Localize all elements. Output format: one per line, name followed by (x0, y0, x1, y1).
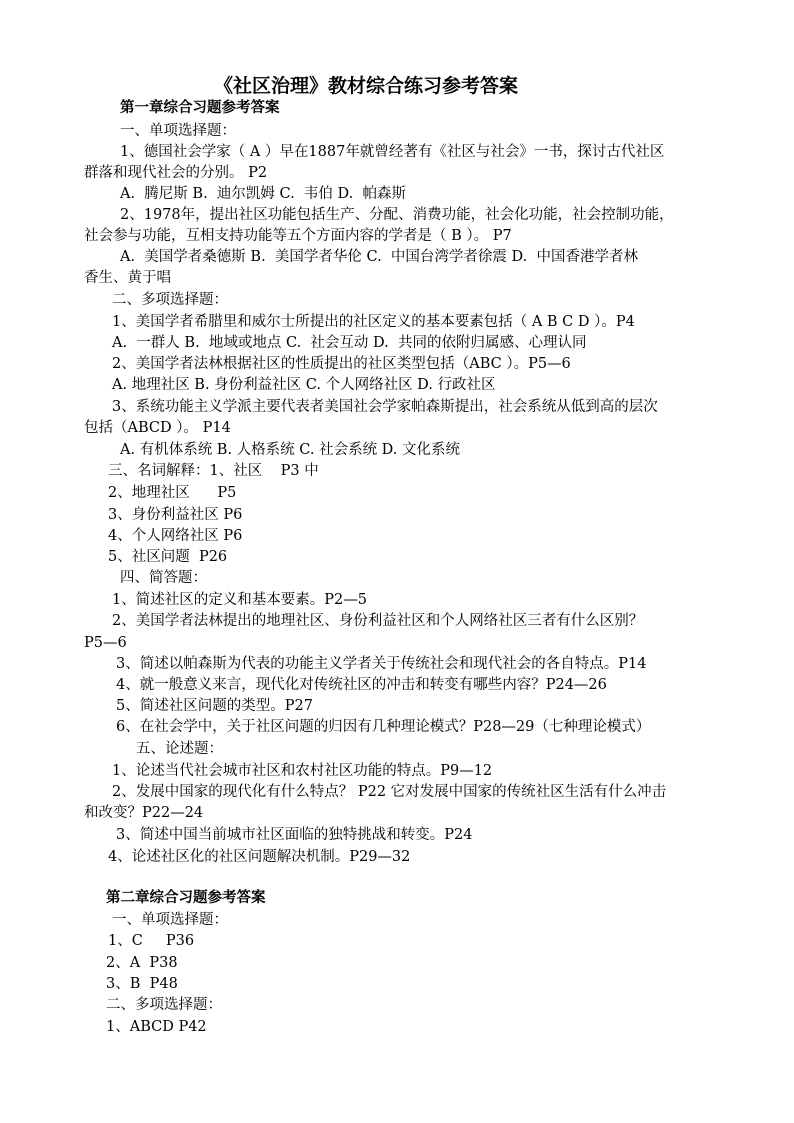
answer-options: A. 地理社区 B. 身份利益社区 C. 个人网络社区 D. 行政社区 (112, 377, 496, 393)
answer-item: 2、A P38 (106, 955, 178, 971)
section-heading: 三、名词解释：1、社区 P3 中 (108, 463, 319, 479)
question-text: 2、美国学者法林提出的地理社区、身份利益社区和个人网络社区三者有什么区别？ (112, 613, 644, 629)
term-item: 4、个人网络社区 P6 (108, 528, 243, 544)
answer-item: 1、C P36 (108, 933, 195, 949)
answer-options: A. 腾尼斯 B. 迪尔凯姆 C. 韦伯 D. 帕森斯 (120, 186, 406, 202)
question-text: 1、论述当代社会城市社区和农村社区功能的特点。P9—12 (112, 763, 493, 779)
question-text: 和改变？P22—24 (84, 805, 204, 821)
question-text: 2、发展中国家的现代化有什么特点？ P22 它对发展中国家的传统社区生活有什么冲击 (112, 784, 667, 800)
section-heading: 五、论述题： (136, 741, 223, 757)
question-text: 包括（ABCD ）。 P14 (84, 420, 231, 436)
term-item: 5、社区问题 P26 (108, 549, 228, 565)
answer-options: A. 美国学者桑德斯 B. 美国学者华伦 C. 中国台湾学者徐震 D. 中国香港学者林 (120, 249, 638, 265)
question-text: 社会参与功能，互相支持功能等五个方面内容的学者是（ B ）。 P7 (84, 228, 512, 244)
chapter-heading: 第一章综合习题参考答案 (120, 99, 280, 116)
question-text: 群落和现代社会的分别。 P2 (84, 165, 268, 181)
question-text: 4、就一般意义来言，现代化对传统社区的冲击和转变有哪些内容？P24—26 (116, 677, 607, 693)
answer-item: 3、B P48 (106, 976, 178, 992)
answer-options: A. 一群人 B. 地域或地点 C. 社会互动 D. 共同的依附归属感、心理认同 (112, 335, 587, 351)
question-text: 1、德国社会学家（ A ）早在1887年就曾经著有《社区与社会》一书，探讨古代社区 (120, 144, 665, 160)
section-heading: 一、单项选择题： (120, 123, 236, 139)
section-heading: 二、多项选择题： (106, 997, 222, 1013)
question-text: 4、论述社区化的社区问题解决机制。P29—32 (108, 849, 411, 865)
document-title: 《社区治理》教材综合练习参考答案 (214, 75, 519, 97)
term-item: 2、地理社区 P5 (108, 485, 237, 501)
question-text: P5—6 (84, 635, 127, 651)
answer-item: 1、ABCD P42 (106, 1019, 207, 1035)
question-text: 1、简述社区的定义和基本要素。P2—5 (112, 592, 367, 608)
question-text: 3、简述以帕森斯为代表的功能主义学者关于传统社会和现代社会的各自特点。P14 (116, 656, 647, 672)
section-heading: 一、单项选择题： (112, 912, 228, 928)
question-text: 2、美国学者法林根据社区的性质提出的社区类型包括（ABC ）。P5—6 (112, 356, 571, 372)
question-text: 3、系统功能主义学派主要代表者美国社会学家帕森斯提出，社会系统从低到高的层次 (112, 399, 658, 415)
answer-options: A. 有机体系统 B. 人格系统 C. 社会系统 D. 文化系统 (120, 442, 461, 458)
question-text: 1、美国学者希腊里和威尔士所提出的社区定义的基本要素包括（ A B C D ）。P4 (112, 314, 635, 330)
section-heading: 四、简答题： (120, 570, 207, 586)
answer-options: 香生、黄于唱 (84, 270, 171, 286)
section-heading: 二、多项选择题： (112, 292, 228, 308)
chapter-heading: 第二章综合习题参考答案 (106, 889, 266, 906)
term-item: 3、身份利益社区 P6 (108, 507, 243, 523)
question-text: 2、1978年，提出社区功能包括生产、分配、消费功能，社会化功能，社会控制功能， (120, 207, 674, 223)
question-text: 3、简述中国当前城市社区面临的独特挑战和转变。P24 (116, 827, 473, 843)
question-text: 5、简述社区问题的类型。P27 (116, 698, 313, 714)
question-text: 6、在社会学中，关于社区问题的归因有几种理论模式？P28—29（七种理论模式） (116, 719, 651, 735)
